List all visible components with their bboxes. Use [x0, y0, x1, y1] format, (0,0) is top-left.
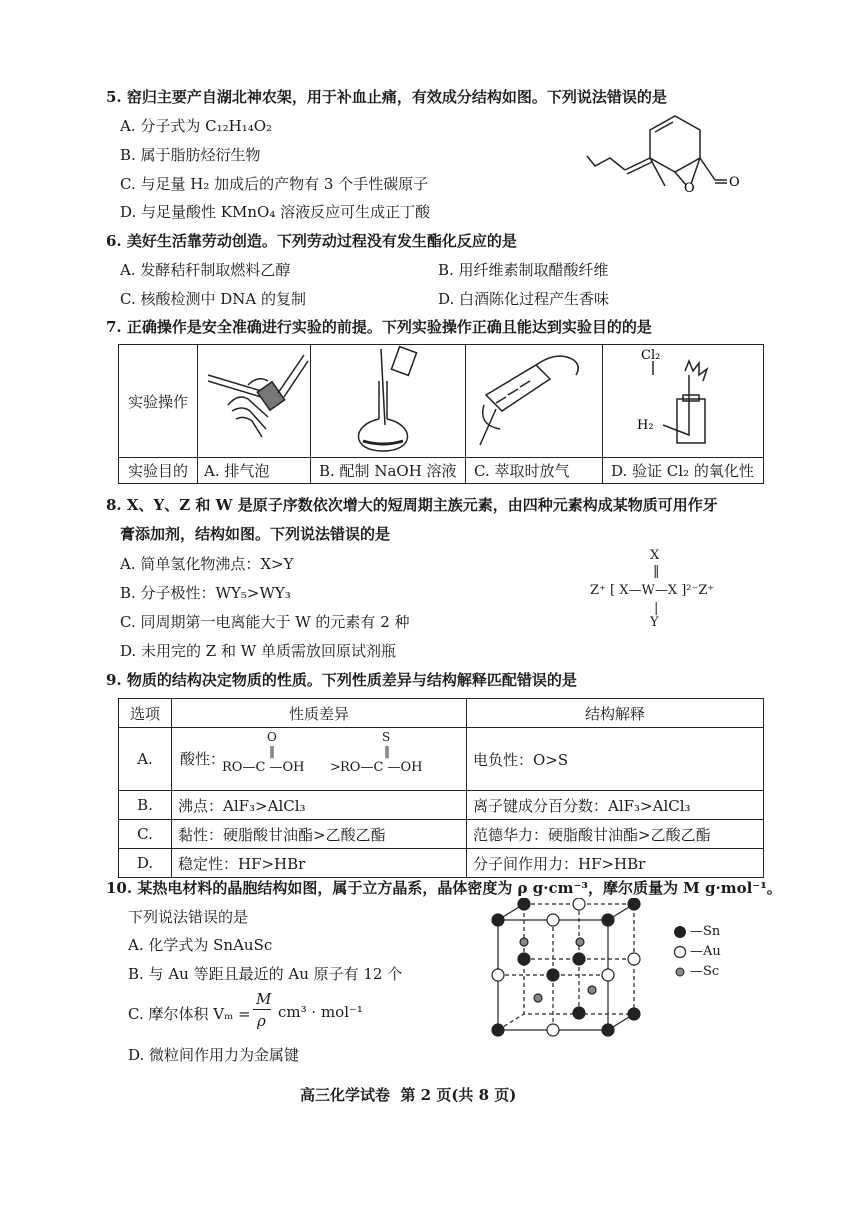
q6-option-d: D. 白酒陈化过程产生香味	[438, 290, 610, 308]
q7-goal-c: C. 萃取时放气	[466, 458, 603, 484]
q9-row-a-property	[172, 728, 467, 791]
q9-row-d-option: D.	[119, 849, 172, 878]
q5-option-b: B. 属于脂肪烃衍生物	[120, 146, 261, 164]
q5-ring-oxygen: O	[684, 181, 695, 196]
q9-header-property: 性质差异	[172, 699, 467, 728]
q5-carbonyl-oxygen: O	[729, 175, 740, 190]
q7-goal-a: A. 排气泡	[198, 458, 311, 484]
q8-option-a: A. 简单氢化物沸点：X>Y	[120, 555, 294, 573]
q9-row-a-gt: >	[330, 760, 341, 775]
q9-row-b-property: 沸点：AlF₃>AlCl₃	[172, 791, 467, 820]
page-footer: 高三化学试卷 第 2 页(共 8 页)	[300, 1086, 517, 1104]
q9-row-c-property: 黏性：硬脂酸甘油酯>乙酸乙酯	[172, 820, 467, 849]
q10-fraction-bar	[253, 1009, 271, 1010]
q6-option-a: A. 发酵秸秆制取燃料乙醇	[120, 261, 291, 279]
q10-stem: 10. 某热电材料的晶胞结构如图，属于立方晶系，晶体密度为 ρ g·cm⁻³，摩尔质量为 M g·mol⁻¹。	[106, 879, 782, 897]
q5-structure-diagram	[585, 108, 745, 198]
q10-option-c-suffix: cm³ · mol⁻¹	[278, 1003, 363, 1021]
q7-row-header-goal: 实验目的	[119, 458, 198, 484]
q10-option-c-prefix: C. 摩尔体积 Vₘ =	[128, 1005, 251, 1023]
q10-option-b: B. 与 Au 等距且最近的 Au 原子有 12 个	[128, 965, 403, 983]
q10-legend-au: —Au	[690, 944, 721, 959]
q5-stem: 5. 窑归主要产自湖北神农架，用于补血止痛，有效成分结构如图。下列说法错误的是	[106, 88, 667, 106]
q7-image-c	[466, 345, 603, 458]
q9-row-a-formula-left: RO—C —OH	[222, 760, 305, 775]
q9-stem: 9. 物质的结构决定物质的性质。下列性质差异与结构解释匹配错误的是	[106, 671, 577, 689]
q9-row-c-option: C.	[119, 820, 172, 849]
q9-header-explanation: 结构解释	[467, 699, 764, 728]
q10-option-a: A. 化学式为 SnAuSc	[128, 936, 273, 954]
q9-header-option: 选项	[119, 699, 172, 728]
q7-label-h2: H₂	[637, 418, 654, 433]
q7-illustration-volumetric-flask	[311, 345, 465, 453]
legend-sc-marker	[676, 968, 684, 976]
q9-row-b-explanation: 离子键成分百分数：AlF₃>AlCl₃	[467, 791, 764, 820]
q9-row-b-option: B.	[119, 791, 172, 820]
q7-image-d	[603, 345, 764, 458]
q6-option-b: B. 用纤维素制取醋酸纤维	[438, 261, 609, 279]
q10-option-c-denominator: ρ	[257, 1012, 266, 1030]
q8-double-bond: ‖	[653, 564, 660, 579]
q8-option-c: C. 同周期第一电离能大于 W 的元素有 2 种	[120, 613, 410, 631]
q7-row-header-operation: 实验操作	[119, 345, 198, 458]
q5-option-d: D. 与足量酸性 KMnO₄ 溶液反应可生成正丁酸	[120, 203, 431, 221]
q10-legend-sc: —Sc	[690, 964, 720, 979]
q8-single-bond: |	[654, 601, 659, 616]
q9-row-a-explanation: 电负性：O>S	[467, 728, 764, 791]
q7-illustration-gas-jar	[603, 345, 763, 453]
q10-legend-markers	[673, 925, 687, 985]
q7-table	[118, 344, 764, 484]
q8-formula-y-bottom: Y	[650, 615, 659, 630]
q8-formula-x-top: X	[650, 548, 660, 563]
q7-goal-d: D. 验证 Cl₂ 的氧化性	[603, 458, 764, 484]
q9-row-a-sulfur: S	[382, 730, 391, 744]
q7-goal-b: B. 配制 NaOH 溶液	[311, 458, 466, 484]
q7-image-b	[311, 345, 466, 458]
q8-option-d: D. 未用完的 Z 和 W 单质需放回原试剂瓶	[120, 642, 396, 660]
q9-row-a-option: A.	[119, 728, 172, 791]
q8-option-b: B. 分子极性：WY₅>WY₃	[120, 584, 291, 602]
q7-illustration-separatory-funnel	[466, 345, 602, 453]
q5-option-a: A. 分子式为 C₁₂H₁₄O₂	[120, 117, 273, 135]
q10-option-d: D. 微粒间作用力为金属键	[128, 1046, 300, 1064]
q7-image-a	[198, 345, 311, 458]
q9-row-d-property: 稳定性：HF>HBr	[172, 849, 467, 878]
q10-option-c-numerator: M	[256, 990, 272, 1008]
q10-sub-stem: 下列说法错误的是	[128, 908, 249, 926]
q9-row-a-oxygen: O	[267, 730, 277, 744]
q9-row-d-explanation: 分子间作用力：HF>HBr	[467, 849, 764, 878]
q9-row-a-prop-label: 酸性：	[180, 750, 226, 768]
q7-label-cl2: Cl₂	[641, 348, 661, 363]
q5-option-c: C. 与足量 H₂ 加成后的产物有 3 个手性碳原子	[120, 175, 429, 193]
legend-au-marker	[675, 947, 686, 958]
q9-row-a-double-bond-1: ‖	[269, 744, 275, 758]
q9-table	[118, 698, 764, 878]
q8-stem-line1: 8. X、Y、Z 和 W 是原子序数依次增大的短周期主族元素，由四种元素构成某物质可用作牙	[106, 496, 718, 514]
q6-option-c: C. 核酸检测中 DNA 的复制	[120, 290, 306, 308]
q7-stem: 7. 正确操作是安全准确进行实验的前提。下列实验操作正确且能达到实验目的的是	[106, 318, 652, 336]
q10-legend-sn: —Sn	[690, 924, 721, 939]
q8-stem-line2: 膏添加剂，结构如图。下列说法错误的是	[120, 525, 391, 543]
q7-illustration-burette	[198, 345, 310, 453]
q9-row-c-explanation: 范德华力：硬脂酸甘油酯>乙酸乙酯	[467, 820, 764, 849]
q8-formula-main: Z⁺ [ X—W—X ]²⁻Z⁺	[590, 583, 715, 598]
legend-sn-marker	[675, 927, 686, 938]
q6-stem: 6. 美好生活靠劳动创造。下列劳动过程没有发生酯化反应的是	[106, 232, 517, 250]
q9-row-a-double-bond-2: ‖	[384, 744, 390, 758]
q10-unit-cell-diagram	[488, 898, 658, 1038]
q9-row-a-formula-right: RO—C —OH	[340, 760, 423, 775]
